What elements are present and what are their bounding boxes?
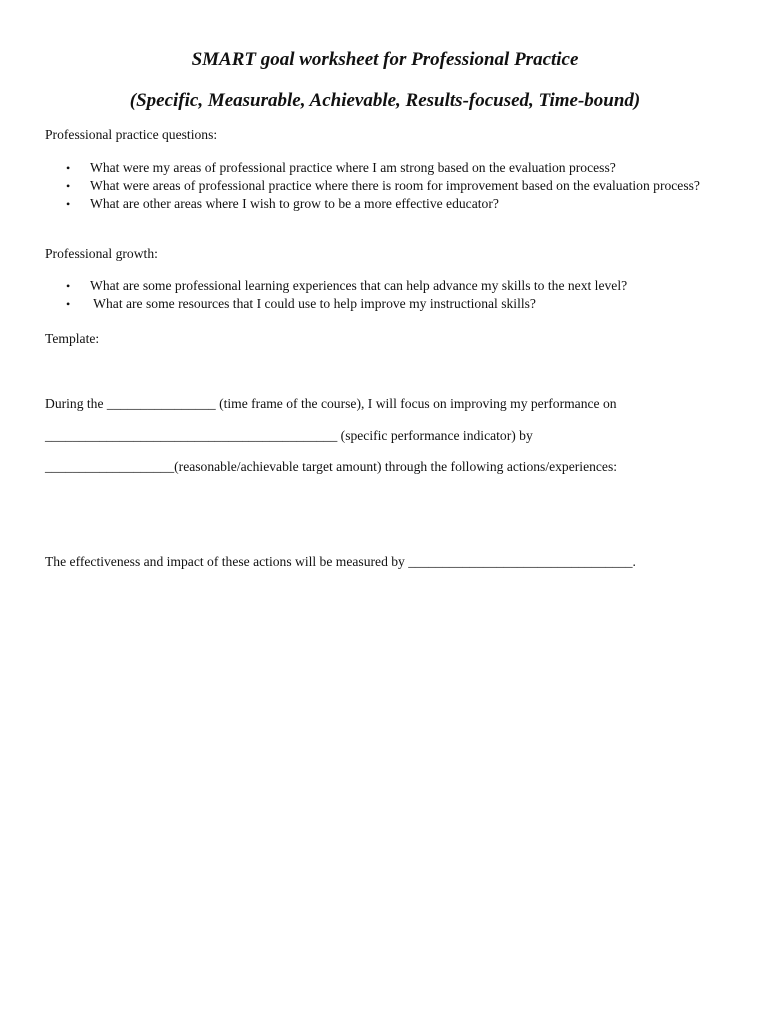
bullet-icon: • (66, 197, 71, 211)
list-item-text: What are other areas where I wish to grow to be a more effective educator? (90, 196, 499, 211)
questions-heading: Professional practice questions: (45, 127, 218, 142)
document-title: SMART goal worksheet for Professional Practice (191, 49, 579, 70)
bullet-icon: • (66, 179, 71, 193)
bullet-icon: • (66, 297, 71, 311)
template-line-target: ___________________(reasonable/achievable target amount) through the following actions/experiences: (45, 459, 618, 474)
list-item-text: What were my areas of professional practice where I am strong based on the evaluation process? (90, 160, 616, 175)
template-heading: Template: (45, 331, 100, 346)
document-subtitle: (Specific, Measurable, Achievable, Results-focused, Time-bound) (129, 90, 641, 111)
template-line-timeframe: During the ________________ (time frame of the course), I will focus on improving my performance on (45, 396, 617, 411)
template-line-measurement: The effectiveness and impact of these actions will be measured by _________________________________. (45, 554, 636, 569)
bullet-icon: • (66, 279, 71, 293)
growth-heading: Professional growth: (45, 246, 158, 261)
bullet-icon: • (66, 161, 71, 175)
list-item-text: What were areas of professional practice where there is room for improvement based on the evaluation process? (90, 178, 700, 193)
template-line-indicator: ___________________________________________ (specific performance indicator) by (45, 428, 533, 443)
list-item-text: What are some resources that I could use to help improve my instructional skills? (90, 296, 536, 311)
list-item-text: What are some professional learning experiences that can help advance my skills to the next level? (90, 278, 628, 293)
